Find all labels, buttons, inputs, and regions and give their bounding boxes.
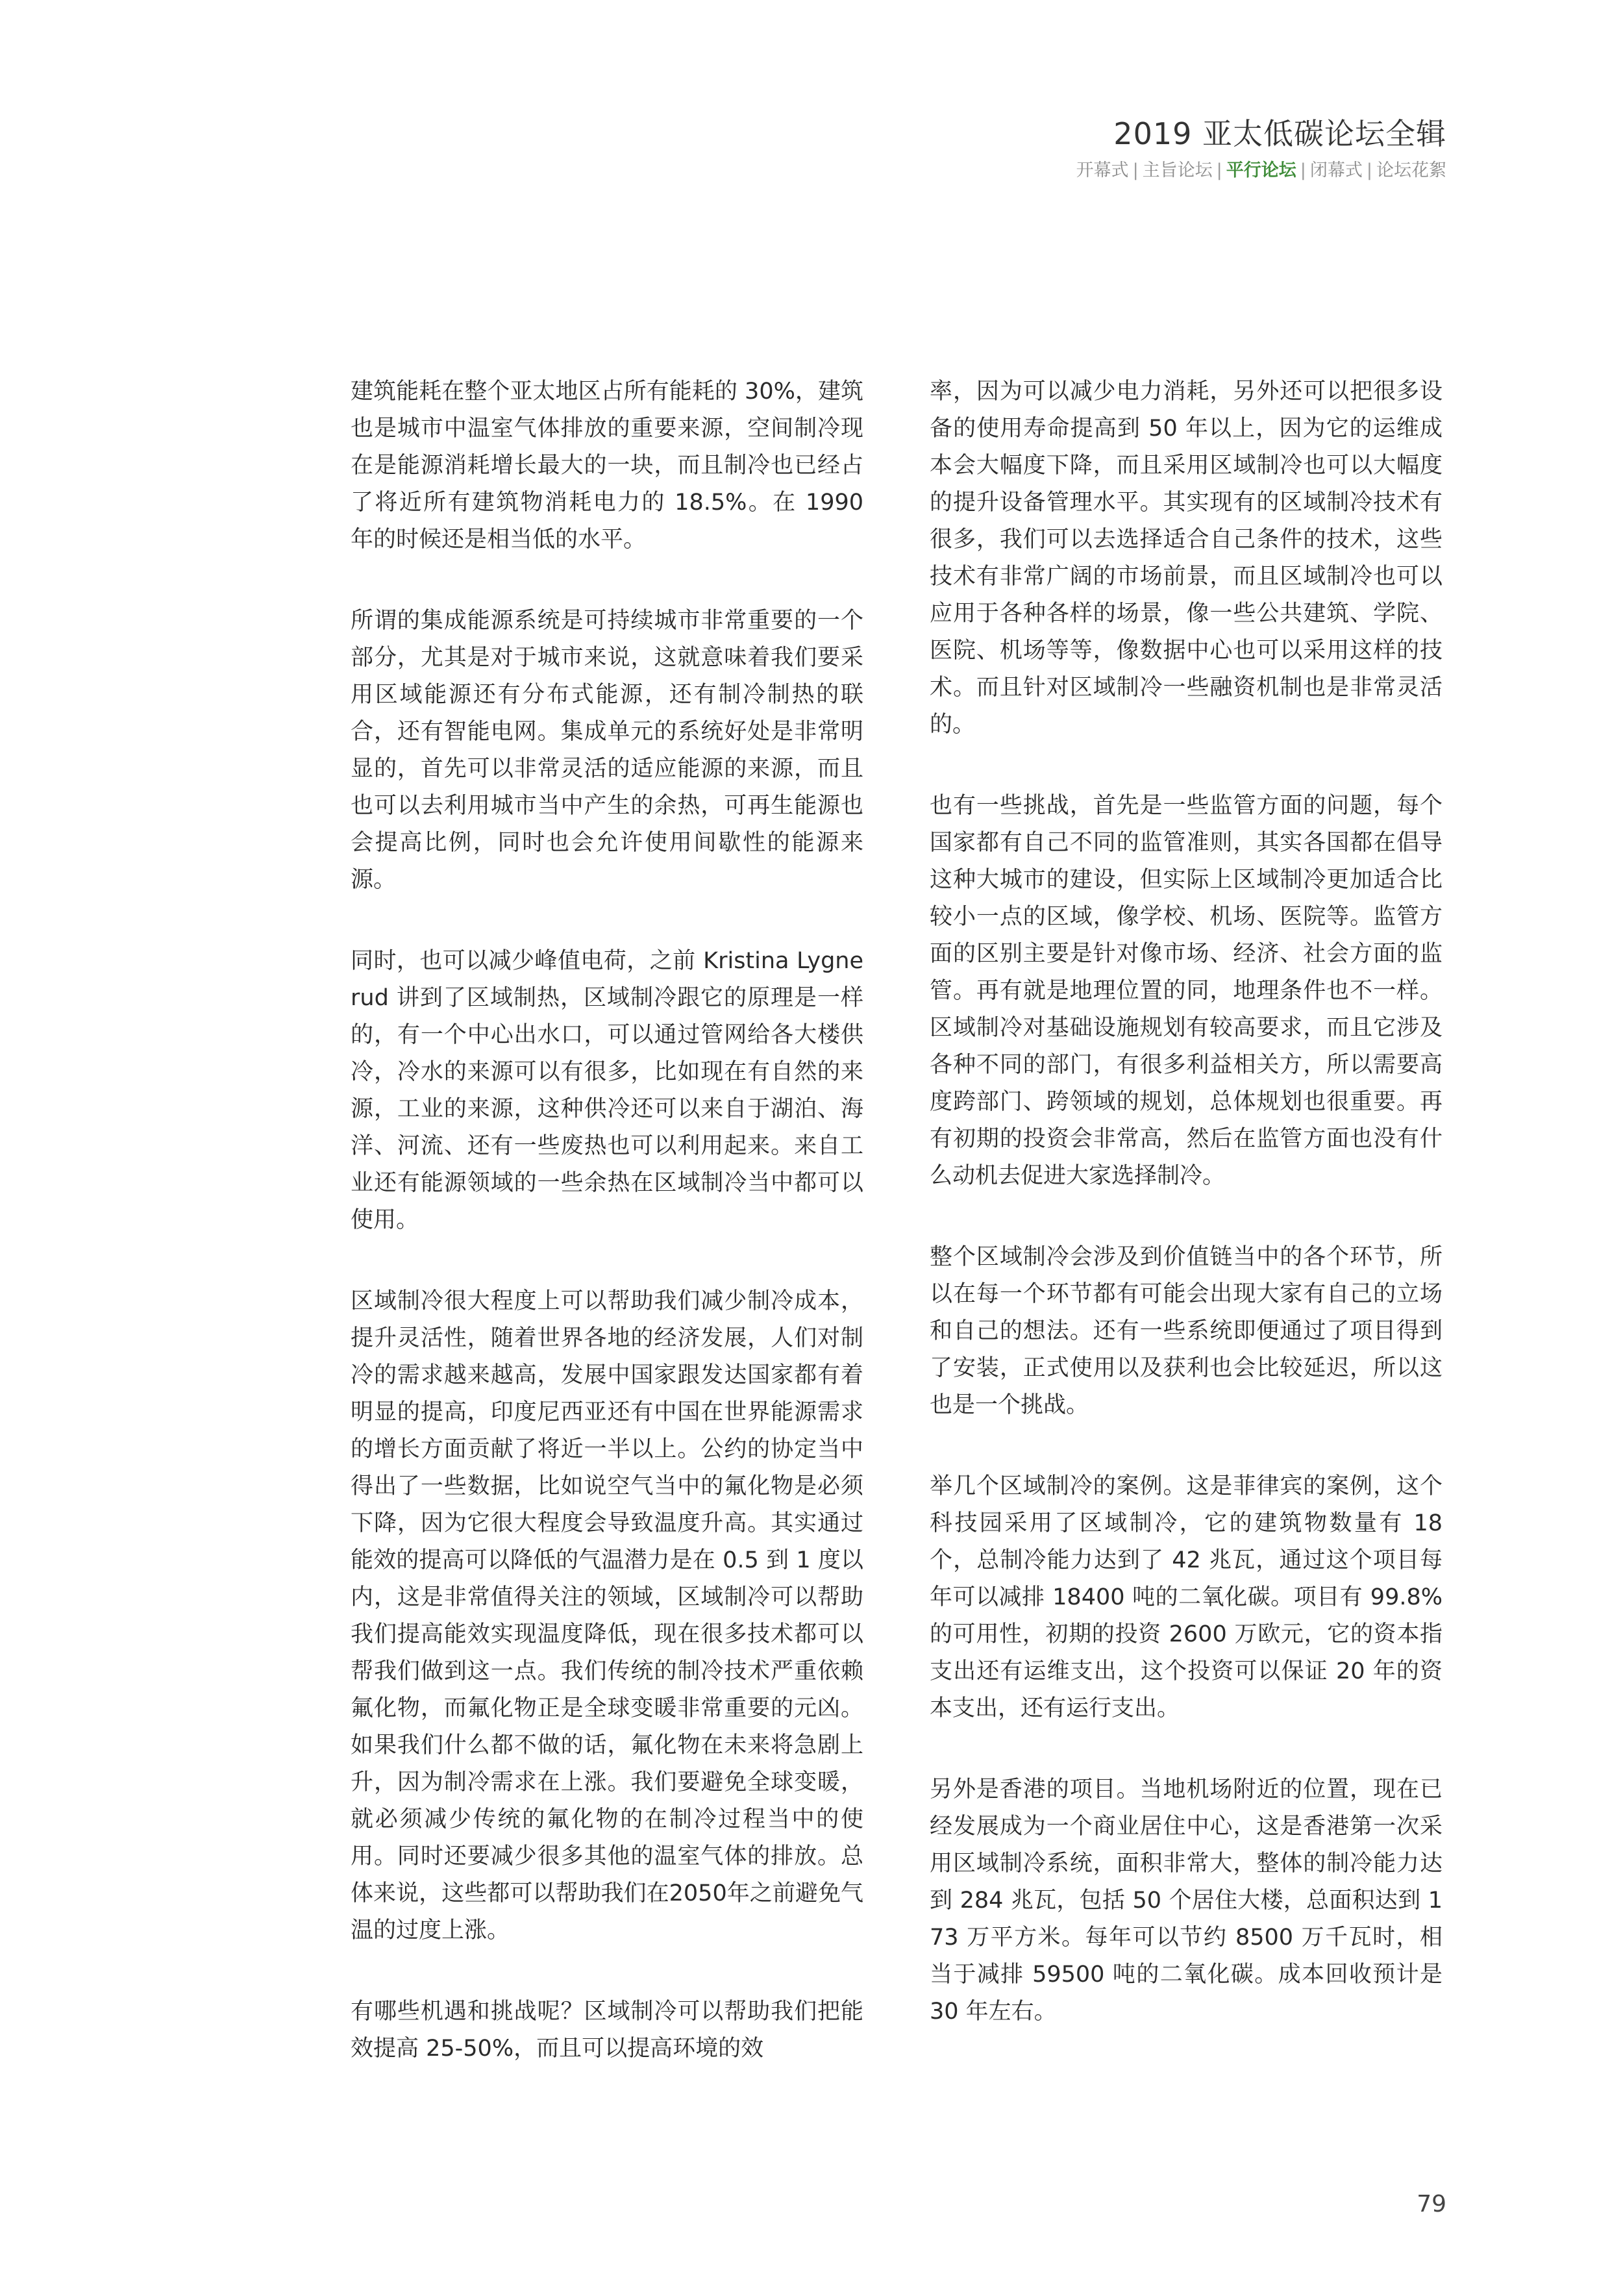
paragraph: 所谓的集成能源系统是可持续城市非常重要的一个部分，尤其是对于城市来说，这就意味着我们要采用区域能源还有分布式能源，还有制冷制热的联合，还有智能电网。集成单元的系统好处是非常明显的，首先可以非常灵活的适应能源的来源，而且也可以去利用城市当中产生的余热，可再生能源也会提高比例，同时也会允许使用间歇性的能源来源。: [351, 608, 863, 893]
left-text-column: [351, 373, 863, 2112]
paragraph: 举几个区域制冷的案例。这是菲律宾的案例，这个科技园采用了区域制冷，它的建筑物数量有 18 个，总制冷能力达到了 42 兆瓦，通过这个项目每年可以减排 18400 吨的二氧化碳。项目有 99.8% 的可用性，初期的投资 2600 万欧元，它的资本指支出还有运维支出，这个投资可以保证 20 年的资本支出，还有运行支出。: [930, 1473, 1443, 1721]
page-number: 79: [1417, 2191, 1446, 2217]
nav-separator: |: [1216, 160, 1222, 181]
paragraph: 整个区域制冷会涉及到价值链当中的各个环节，所以在每一个环节都有可能会出现大家有自己的立场和自己的想法。还有一些系统即便通过了项目得到了安装，正式使用以及获利也会比较延迟，所以这也是一个挑战。: [930, 1244, 1443, 1418]
paragraph: 另外是香港的项目。当地机场附近的位置，现在已经发展成为一个商业居住中心，这是香港第一次采用区域制冷系统，面积非常大，整体的制冷能力达到 284 兆瓦，包括 50 个居住大楼，总面积达到 173 万平方米。每年可以节约 8500 万千瓦时，相当于减排 59500 吨的二氧化碳。成本回收预计是 30 年左右。: [930, 1777, 1443, 2025]
nav-separator: |: [1300, 160, 1306, 181]
paragraph: 区域制冷很大程度上可以帮助我们减少制冷成本，提升灵活性，随着世界各地的经济发展，人们对制冷的需求越来越高，发展中国家跟发达国家都有着明显的提高，印度尼西亚还有中国在世界能源需求的增长方面贡献了将近一半以上。公约的协定当中得出了一些数据，比如说空气当中的氟化物是必须下降，因为它很大程度会导致温度升高。其实通过能效的提高可以降低的气温潜力是在 0.5 到 1 度以内，这是非常值得关注的领域，区域制冷可以帮助我们提高能效实现温度降低，现在很多技术都可以帮我们做到这一点。我们传统的制冷技术严重依赖氟化物，而氟化物正是全球变暖非常重要的元凶。如果我们什么都不做的话，氟化物在未来将急剧上升，因为制冷需求在上涨。我们要避免全球变暖，就必须减少传统的氟化物的在制冷过程当中的使用。同时还要减少很多其他的温室气体的排放。总体来说，这些都可以帮助我们在2050年之前避免气温的过度上涨。: [351, 1288, 863, 1943]
nav-item-keynote: 主旨论坛: [1142, 160, 1213, 181]
nav-item-parallel-forum: 平行论坛: [1226, 160, 1296, 181]
paragraph: 有哪些机遇和挑战呢？区域制冷可以帮助我们把能效提高 25-50%，而且可以提高环境的效: [351, 1999, 863, 2062]
nav-item-highlights: 论坛花絮: [1376, 160, 1446, 181]
right-text-column: [930, 373, 1443, 2075]
paragraph: 同时，也可以减少峰值电荷，之前 Kristina Lygnerud 讲到了区域制热，区域制冷跟它的原理是一样的，有一个中心出水口，可以通过管网给各大楼供冷，冷水的来源可以有很多，比如现在有自然的来源，工业的来源，这种供冷还可以来自于湖泊、海洋、河流、还有一些废热也可以利用起来。来自工业还有能源领域的一些余热在区域制冷当中都可以使用。: [351, 948, 863, 1233]
nav-item-opening: 开幕式: [1076, 160, 1129, 181]
paragraph: 率，因为可以减少电力消耗，另外还可以把很多设备的使用寿命提高到 50 年以上，因为它的运维成本会大幅度下降，而且采用区域制冷也可以大幅度的提升设备管理水平。其实现有的区域制冷技术有很多，我们可以去选择适合自己条件的技术，这些技术有非常广阔的市场前景，而且区域制冷也可以应用于各种各样的场景，像一些公共建筑、学院、医院、机场等等，像数据中心也可以采用这样的技术。而且针对区域制冷一些融资机制也是非常灵活的。: [930, 379, 1443, 738]
paragraph: 建筑能耗在整个亚太地区占所有能耗的 30%，建筑也是城市中温室气体排放的重要来源，空间制冷现在是能源消耗增长最大的一块，而且制冷也已经占了将近所有建筑物消耗电力的 18.5%。在 1990 年的时候还是相当低的水平。: [351, 379, 863, 553]
section-nav: [1076, 156, 1446, 181]
publication-title: 2019 亚太低碳论坛全辑: [1113, 116, 1446, 151]
nav-item-closing: 闭幕式: [1309, 160, 1363, 181]
nav-separator: |: [1132, 160, 1139, 181]
paragraph: 也有一些挑战，首先是一些监管方面的问题，每个国家都有自己不同的监管准则，其实各国都在倡导这种大城市的建设，但实际上区域制冷更加适合比较小一点的区域，像学校、机场、医院等。监管方面的区别主要是针对像市场、经济、社会方面的监管。再有就是地理位置的同，地理条件也不一样。区域制冷对基础设施规划有较高要求，而且它涉及各种不同的部门，有很多利益相关方，所以需要高度跨部门、跨领域的规划，总体规划也很重要。再有初期的投资会非常高，然后在监管方面也没有什么动机去促进大家选择制冷。: [930, 793, 1443, 1189]
nav-separator: |: [1366, 160, 1372, 181]
